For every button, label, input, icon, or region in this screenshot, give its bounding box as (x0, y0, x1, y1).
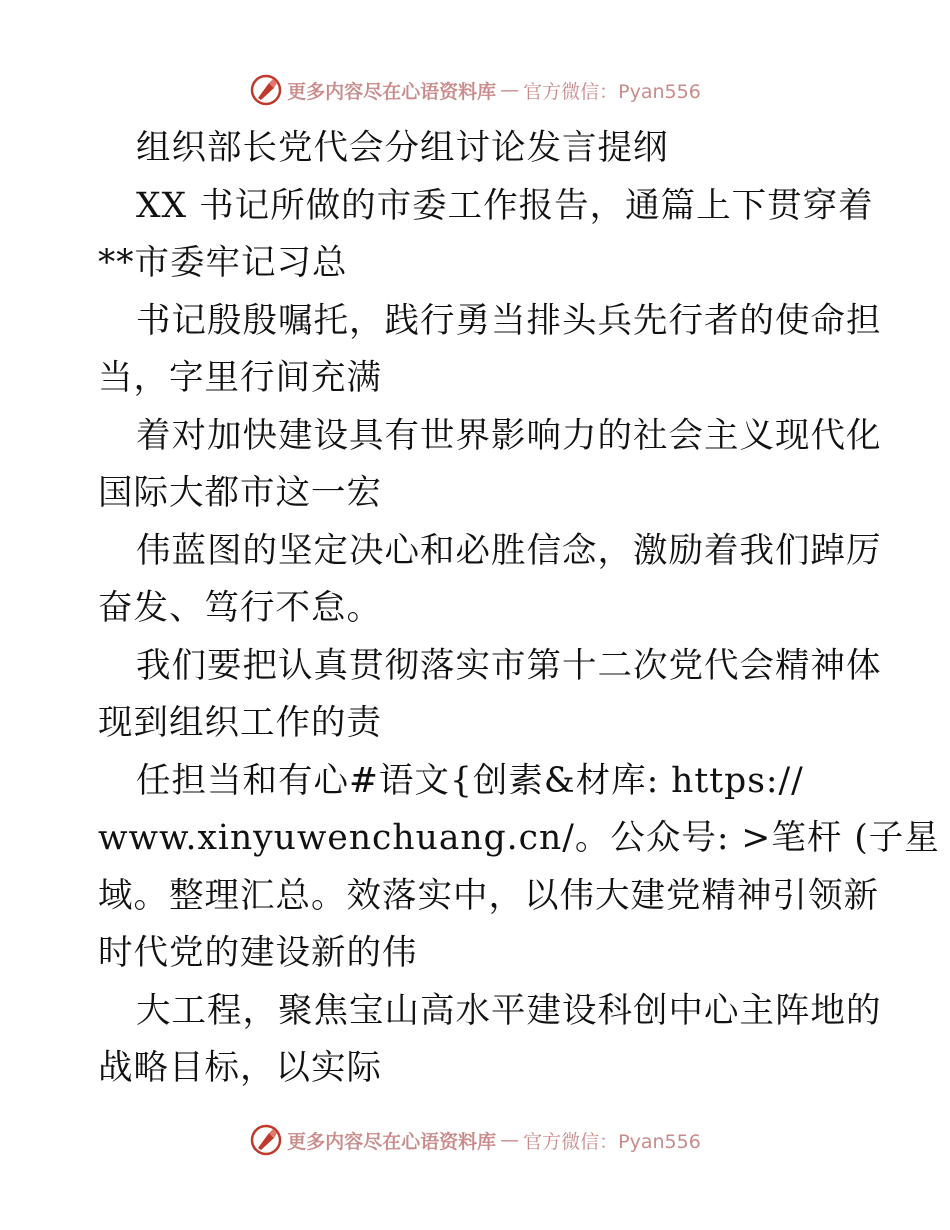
pen-nib-icon (249, 73, 283, 107)
text-line: 战略目标，以实际 (98, 1048, 382, 1088)
text-line: 伟蓝图的坚定决心和必胜信念，激励着我们踔厉 (136, 530, 882, 571)
text-line: 现到组织工作的责 (98, 703, 382, 743)
text-line: 任担当和有心#语文{创素&材库: https:// (136, 760, 804, 801)
header-banner-content (249, 73, 701, 107)
text-line: 我们要把认真贯彻落实市第十二次党代会精神体 (136, 645, 882, 686)
header-banner-dash: — (500, 79, 520, 101)
text-line: www.xinyuwenchuang.cn/。公众号: >笔杆 (子星 (98, 818, 940, 858)
footer-banner-content (249, 1123, 701, 1157)
text-line: 组织部长党代会分组讨论发言提纲 (136, 128, 669, 168)
header-banner-title: 更多内容尽在心语资料库 (287, 80, 497, 103)
text-line: **市委牢记习总 (98, 243, 348, 283)
footer-banner-dash: — (500, 1129, 520, 1151)
text-line: 域。整理汇总。效落实中，以伟大建党精神引领新 (98, 875, 879, 916)
pen-nib-icon (249, 1123, 283, 1157)
header-banner-contact: 官方微信：Pyan556 (523, 80, 701, 103)
text-line: 着对加快建设具有世界影响力的社会主义现代化 (136, 415, 882, 456)
text-line: 书记殷殷嘱托，践行勇当排头兵先行者的使命担 (136, 300, 882, 341)
text-line: XX 书记所做的市委工作报告，通篇上下贯穿着 (136, 185, 874, 226)
text-line: 当，字里行间充满 (98, 358, 382, 398)
footer-banner (0, 1120, 950, 1160)
text-line: 时代党的建设新的伟 (98, 933, 418, 973)
text-line: 奋发、笃行不怠。 (98, 588, 382, 628)
header-banner (0, 70, 950, 110)
footer-banner-contact: 官方微信：Pyan556 (523, 1130, 701, 1153)
footer-banner-title: 更多内容尽在心语资料库 (287, 1130, 497, 1153)
text-line: 大工程，聚焦宝山高水平建设科创中心主阵地的 (136, 990, 882, 1031)
text-line: 国际大都市这一宏 (98, 473, 382, 513)
document-body (98, 120, 940, 1098)
